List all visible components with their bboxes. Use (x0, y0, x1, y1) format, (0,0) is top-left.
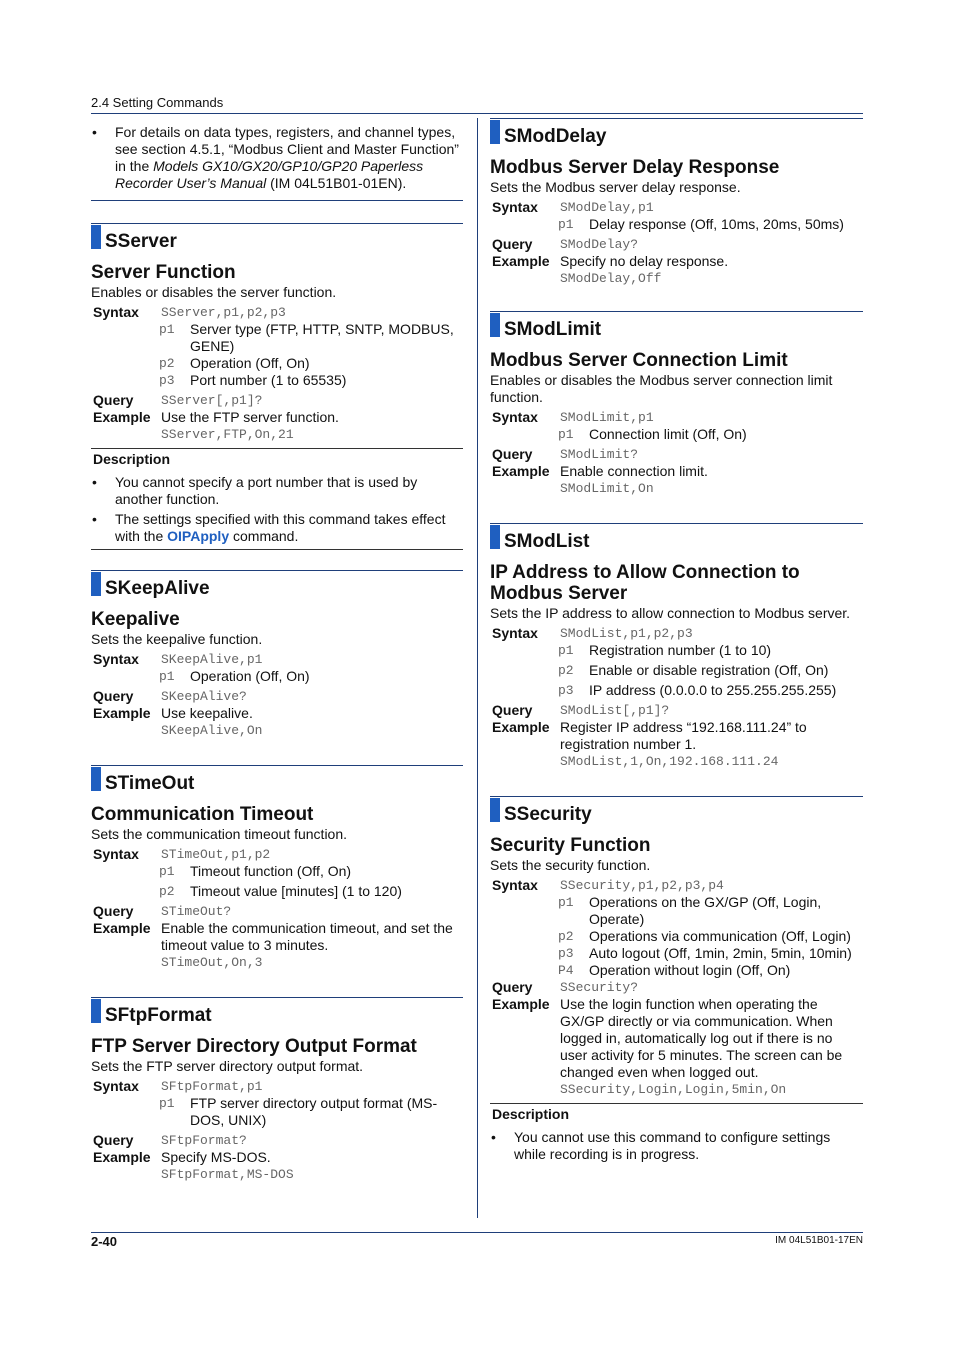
oipapply-link[interactable]: OIPApply (167, 528, 230, 544)
section-smoddelay: SModDelay Modbus Server Delay Response Sets the Modbus server delay response. Syntax SModDelay,p1 p1 Delay response (Off, 10ms, 20ms, 50ms) Query SModDelay? Example Specify no delay response. SModDelay,Off (490, 118, 863, 287)
syntax-code: SModList,p1,p2,p3 (560, 626, 693, 641)
query-code: SModList[,p1]? (560, 703, 670, 718)
running-header: 2.4 Setting Commands (91, 95, 224, 110)
section-marker (490, 120, 500, 144)
bullet-icon: • (92, 511, 97, 527)
command-name: SFtpFormat (105, 1005, 212, 1026)
bullet-icon: • (92, 474, 97, 490)
section-sserver: SServer Server Function Enables or disables the server function. Syntax SServer,p1,p2,p3 p1 Server type (FTP, HTTP, SNTP, MODBUS, GENE) p2 Operation (Off, On) p3 Port number (1 to 65535) Query SServer[,p1]? Example Use the FTP server function. SServer,FTP,On,21 Description • You cannot specify a port number that is used by another function. • The settings specified with this command takes effect with the OIPApply command. (91, 223, 463, 550)
command-name: SModLimit (504, 319, 602, 340)
function-description: Sets the IP address to allow connection to Modbus server. (490, 605, 851, 621)
function-description: Enables or disables the server function. (91, 284, 337, 300)
header-rule (91, 113, 863, 114)
section-marker (91, 572, 101, 596)
query-code: SFtpFormat? (161, 1133, 247, 1148)
section-smodlimit: SModLimit Modbus Server Connection Limit Enables or disables the Modbus server connection limit function. Syntax SModLimit,p1 p1 Connection limit (Off, On) Query SModLimit? Example Enable connection limit. SModLimit,On (490, 311, 863, 497)
syntax-code: SModLimit,p1 (560, 410, 654, 425)
function-title: Server Function (91, 262, 236, 283)
command-name: STimeOut (105, 773, 195, 794)
query-code: SKeepAlive? (161, 689, 247, 704)
command-name: SModList (504, 531, 590, 552)
function-description: Sets the keepalive function. (91, 631, 263, 647)
section-marker (490, 313, 500, 337)
function-title: FTP Server Directory Output Format (91, 1036, 417, 1057)
syntax-code: SModDelay,p1 (560, 200, 654, 215)
example-text: Specify MS-DOS. (161, 1149, 271, 1165)
section-smodlist: SModList IP Address to Allow Connection to Modbus Server Sets the IP address to allow connection to Modbus server. Syntax SModList,p1,p2,p3 p1 Registration number (1 to 10) p2 Enable or disable registration (Off, On) p3 IP address (0.0.0.0 to 255.255.255.255) Query SModList[,p1]? Example Register IP address “192.168.111.24” to registration number 1. SModList,1,On,192.168.111.24 (490, 523, 863, 770)
syntax-code: SSecurity,p1,p2,p3,p4 (560, 878, 724, 893)
function-title: Modbus Server Connection Limit (490, 350, 788, 371)
example-code: SSecurity,Login,Login,5min,On (560, 1082, 787, 1097)
syntax-code: SKeepAlive,p1 (161, 652, 263, 667)
section-marker (91, 225, 101, 249)
section-marker (91, 767, 101, 791)
description-block: Description • You cannot use this command to configure settings while recording is in progress. (490, 1103, 863, 1163)
example-text: Enable the communication timeout, and set the timeout value to 3 minutes. (161, 920, 453, 953)
query-code: SModLimit? (560, 447, 639, 462)
query-code: STimeOut? (161, 904, 232, 919)
command-name: SServer (105, 231, 177, 252)
function-title: Modbus Server Delay Response (490, 157, 780, 178)
document-id: IM 04L51B01-17EN (775, 1235, 863, 1246)
section-marker (490, 798, 500, 822)
function-description: Sets the FTP server directory output format. (91, 1058, 364, 1074)
syntax-code: SServer,p1,p2,p3 (161, 305, 286, 320)
function-description: Sets the Modbus server delay response. (490, 179, 741, 195)
section-stimeout: STimeOut Communication Timeout Sets the communication timeout function. Syntax STimeOut,p1,p2 p1 Timeout function (Off, On) p2 Timeout value [minutes] (1 to 120) Query STimeOut? Example Enable the communication timeout, and set the timeout value to 3 minutes. STimeOut,On,3 (91, 765, 463, 971)
example-code: SKeepAlive,On (161, 723, 263, 738)
function-description: Sets the security function. (490, 857, 651, 873)
column-divider (477, 118, 478, 1218)
command-name: SKeepAlive (105, 578, 210, 599)
example-code: SModList,1,On,192.168.111.24 (560, 754, 779, 769)
example-text: Use the login function when operating the GX/GP directly or via communication. When logged in, automatically log out if there is no user activity for 5 minutes. The screen can be changed even when logged out. (560, 996, 843, 1080)
function-title: Security Function (490, 835, 651, 856)
function-description: Enables or disables the Modbus server connection limit function. (490, 372, 833, 405)
example-code: SModLimit,On (560, 481, 654, 496)
section-skeepalive: SKeepAlive Keepalive Sets the keepalive function. Syntax SKeepAlive,p1 p1 Operation (Off, On) Query SKeepAlive? Example Use keepalive. SKeepAlive,On (91, 570, 463, 739)
bullet-icon: • (92, 124, 97, 140)
query-code: SModDelay? (560, 237, 639, 252)
example-code: SFtpFormat,MS-DOS (161, 1167, 294, 1182)
manual-title: Models GX10/GX20/GP10/GP20 Paperless Recorder User’s Manual (115, 158, 424, 191)
footer-rule (91, 1232, 863, 1233)
example-text: Enable connection limit. (560, 463, 708, 479)
function-description: Sets the communication timeout function. (91, 826, 348, 842)
section-sftpformat: SFtpFormat FTP Server Directory Output Format Sets the FTP server directory output format. Syntax SFtpFormat,p1 p1 FTP server directory output format (MS-DOS, UNIX) Query SFtpFormat? Example Specify MS-DOS. SFtpFormat,MS-DOS (91, 997, 463, 1183)
description-block: Description • You cannot specify a port number that is used by another function. • The settings specified with this command takes effect with the OIPApply command. (91, 448, 463, 550)
syntax-code: SFtpFormat,p1 (161, 1079, 263, 1094)
left-column (91, 118, 463, 1183)
page-number: 2-40 (91, 1234, 118, 1249)
section-marker (91, 999, 101, 1023)
syntax-code: STimeOut,p1,p2 (161, 847, 271, 862)
example-code: SModDelay,Off (560, 271, 662, 286)
function-title: Keepalive (91, 609, 180, 630)
command-name: SSecurity (504, 804, 592, 825)
example-code: STimeOut,On,3 (161, 955, 263, 970)
query-code: SSecurity? (560, 980, 639, 995)
example-text: Register IP address “192.168.111.24” to registration number 1. (560, 719, 807, 752)
section-ssecurity: SSecurity Security Function Sets the security function. Syntax SSecurity,p1,p2,p3,p4 p1 Operations on the GX/GP (Off, Login, Operate) p2 Operations via communication (Off, Login) p3 Auto logout (Off, 1min, 2min, 5min, 10min) P4 Operation without login (Off, On) Query SSecurity? Example Use the login function when operating the GX/GP directly or via communication. When logged in, automatically log out if there is no user activity for 5 minutes. The screen can be changed even when logged out. SSecurity,Login,Login,5min,On Description • You cannot use this command to configure settings while recording is in progress. (490, 796, 863, 1163)
intro-note: • For details on data types, registers, and channel types, see section 4.5.1, “Modbus Client and Master Function” in the Models GX10/GX20/GP10/GP20 Paperless Recorder User’s Manual (IM 04L51B01-01EN). (91, 118, 463, 201)
bullet-icon: • (491, 1129, 496, 1145)
right-column (490, 118, 863, 1166)
function-title: IP Address to Allow Connection to Modbus Server (490, 562, 800, 604)
example-text: Specify no delay response. (560, 253, 729, 269)
example-code: SServer,FTP,On,21 (161, 427, 294, 442)
command-name: SModDelay (504, 126, 607, 147)
example-text: Use the FTP server function. (161, 409, 339, 425)
query-code: SServer[,p1]? (161, 393, 263, 408)
function-title: Communication Timeout (91, 804, 314, 825)
section-marker (490, 525, 500, 549)
example-text: Use keepalive. (161, 705, 253, 721)
